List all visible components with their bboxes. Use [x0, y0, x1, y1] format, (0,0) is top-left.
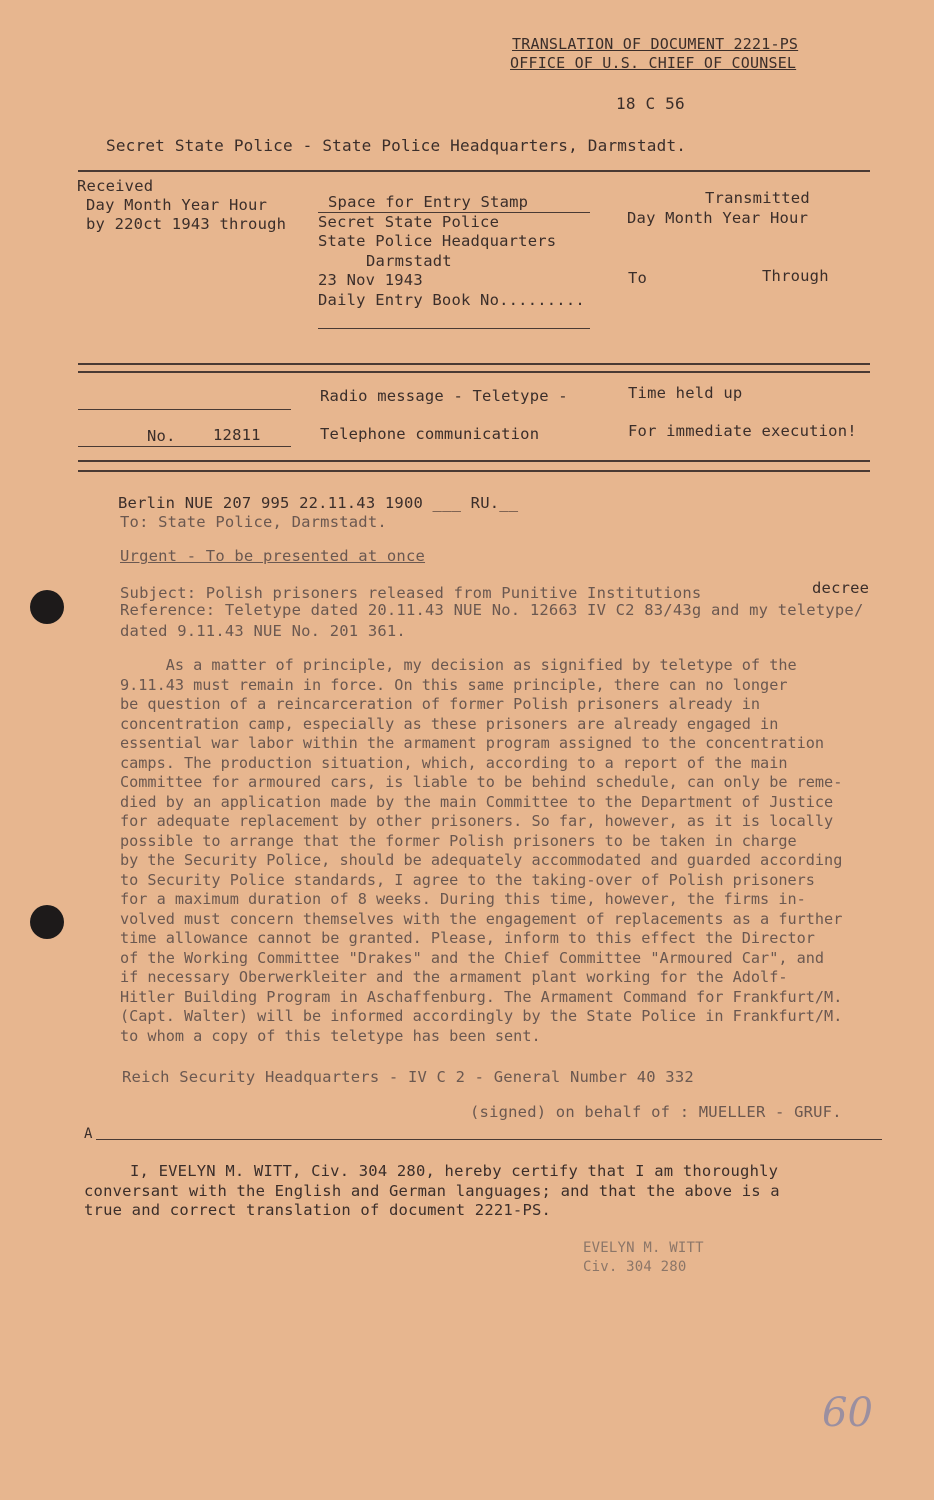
paragraph-line: 9.11.43 must remain in force. On this same principle, there can no longer	[120, 675, 788, 694]
paragraph-line: of the Working Committee "Drakes" and the Chief Committee "Armoured Car", and	[120, 948, 825, 967]
reference-continuation: dated 9.11.43 NUE No. 201 361.	[120, 622, 406, 640]
left-field-rule	[78, 409, 291, 410]
message-recipient: To: State Police, Darmstadt.	[120, 513, 387, 531]
subject-line: Subject: Polish prisoners released from Punitive Institutions	[120, 584, 702, 602]
punch-hole-lower	[30, 905, 64, 939]
stamp-bottom-rule	[318, 328, 590, 329]
paragraph-line: to Security Police standards, I agree to the taking-over of Polish prisoners	[120, 870, 815, 889]
closing-headquarters-line: Reich Security Headquarters - IV C 2 - General Number 40 332	[122, 1068, 694, 1086]
received-label: Received	[77, 177, 154, 195]
certification-separator	[96, 1139, 882, 1140]
received-value: by 220ct 1943 through	[86, 215, 287, 233]
form-mid-rule-2	[78, 371, 870, 373]
form-bottom-rule	[78, 460, 870, 462]
urgent-line: Urgent - To be presented at once	[120, 547, 426, 565]
agency-line: Secret State Police - State Police Headquarters, Darmstadt.	[106, 136, 687, 155]
signature-id: Civ. 304 280	[583, 1259, 687, 1275]
header-office-line: OFFICE OF U.S. CHIEF OF COUNSEL	[510, 54, 797, 72]
reference-line: Reference: Teletype dated 20.11.43 NUE No. 12663 IV C2 83/43g and my teletype/	[120, 601, 864, 619]
letter-a: A	[84, 1126, 93, 1142]
transmitted-label: Transmitted	[705, 189, 810, 207]
paragraph-line: volved must concern themselves with the engagement of replacements as a further	[120, 909, 843, 928]
stamp-line-agency: Secret State Police	[318, 213, 500, 231]
decree-word: decree	[812, 579, 870, 597]
paragraph-line: As a matter of principle, my decision as signified by teletype of the	[120, 656, 797, 674]
paragraph-line: (Capt. Walter) will be informed accordingly by the State Police in Frankfurt/M.	[120, 1007, 843, 1025]
paragraph-line: Hitler Building Program in Aschaffenburg. The Armament Command for Frankfurt/M.	[120, 987, 843, 1006]
form-mid-rule	[78, 363, 870, 365]
number-label: No.	[147, 427, 176, 445]
number-value: 12811	[213, 426, 261, 444]
paragraph-line: essential war labor within the armament program assigned to the concentration	[120, 734, 825, 752]
paragraph-line: camps. The production situation, which, according to a report of the main	[120, 753, 788, 772]
stamp-line-headquarters: State Police Headquarters	[318, 232, 557, 250]
punch-hole-upper	[30, 590, 64, 624]
form-bottom-rule-2	[78, 470, 870, 472]
radio-teletype-label: Radio message - Teletype -	[320, 387, 568, 405]
paragraph-line: for adequate replacement by other prisoners. So far, however, as it is locally	[120, 812, 834, 830]
message-origin: Berlin NUE 207 995 22.11.43 1900 ___ RU.__	[118, 494, 519, 512]
paragraph-line: time allowance cannot be granted. Please, inform to this effect the Director	[120, 929, 815, 947]
no-field-rule	[78, 446, 291, 447]
stamp-line-date: 23 Nov 1943	[318, 271, 423, 289]
signature-name: EVELYN M. WITT	[583, 1240, 704, 1256]
paragraph-line: concentration camp, especially as these prisoners are already engaged in	[120, 714, 779, 733]
paragraph-line: by the Security Police, should be adequately accommodated and guarded according	[120, 851, 843, 869]
paragraph-line: died by an application made by the main Committee to the Department of Justice	[120, 792, 834, 811]
certification-line-1: I, EVELYN M. WITT, Civ. 304 280, hereby certify that I am thoroughly	[130, 1162, 779, 1180]
certification-line-3: true and correct translation of document 2221-PS.	[84, 1201, 552, 1219]
message-paragraph	[120, 656, 885, 1046]
paragraph-line: be question of a reincarceration of former Polish prisoners already in	[120, 695, 761, 713]
paragraph-line: if necessary Oberwerkleiter and the armament plant working for the Adolf-	[120, 968, 788, 986]
stamp-heading: Space for Entry Stamp	[328, 193, 529, 211]
through-label: Through	[762, 267, 829, 285]
stamp-line-entry-book: Daily Entry Book No.........	[318, 291, 585, 309]
time-held-label: Time held up	[628, 384, 743, 402]
immediate-execution-label: For immediate execution!	[628, 422, 857, 440]
transmitted-columns: Day Month Year Hour	[627, 209, 809, 227]
certification-line-2: conversant with the English and German languages; and that the above is a	[84, 1182, 780, 1200]
paragraph-line: to whom a copy of this teletype has been sent.	[120, 1026, 541, 1045]
stamp-line-city: Darmstadt	[366, 252, 452, 270]
document-reference: 18 C 56	[616, 94, 685, 113]
signed-line: (signed) on behalf of : MUELLER - GRUF.	[470, 1103, 842, 1121]
form-top-rule	[78, 170, 870, 172]
paragraph-line: possible to arrange that the former Polish prisoners to be taken in charge	[120, 831, 797, 850]
paragraph-line: for a maximum duration of 8 weeks. During this time, however, the firms in-	[120, 890, 806, 908]
received-columns: Day Month Year Hour	[86, 196, 268, 214]
header-translation-line: TRANSLATION OF DOCUMENT 2221-PS	[512, 35, 799, 53]
to-label: To	[628, 269, 648, 287]
page-number: 60	[822, 1390, 873, 1436]
telephone-label: Telephone communication	[320, 425, 540, 443]
paragraph-line: Committee for armoured cars, is liable to be behind schedule, can only be reme-	[120, 773, 843, 791]
